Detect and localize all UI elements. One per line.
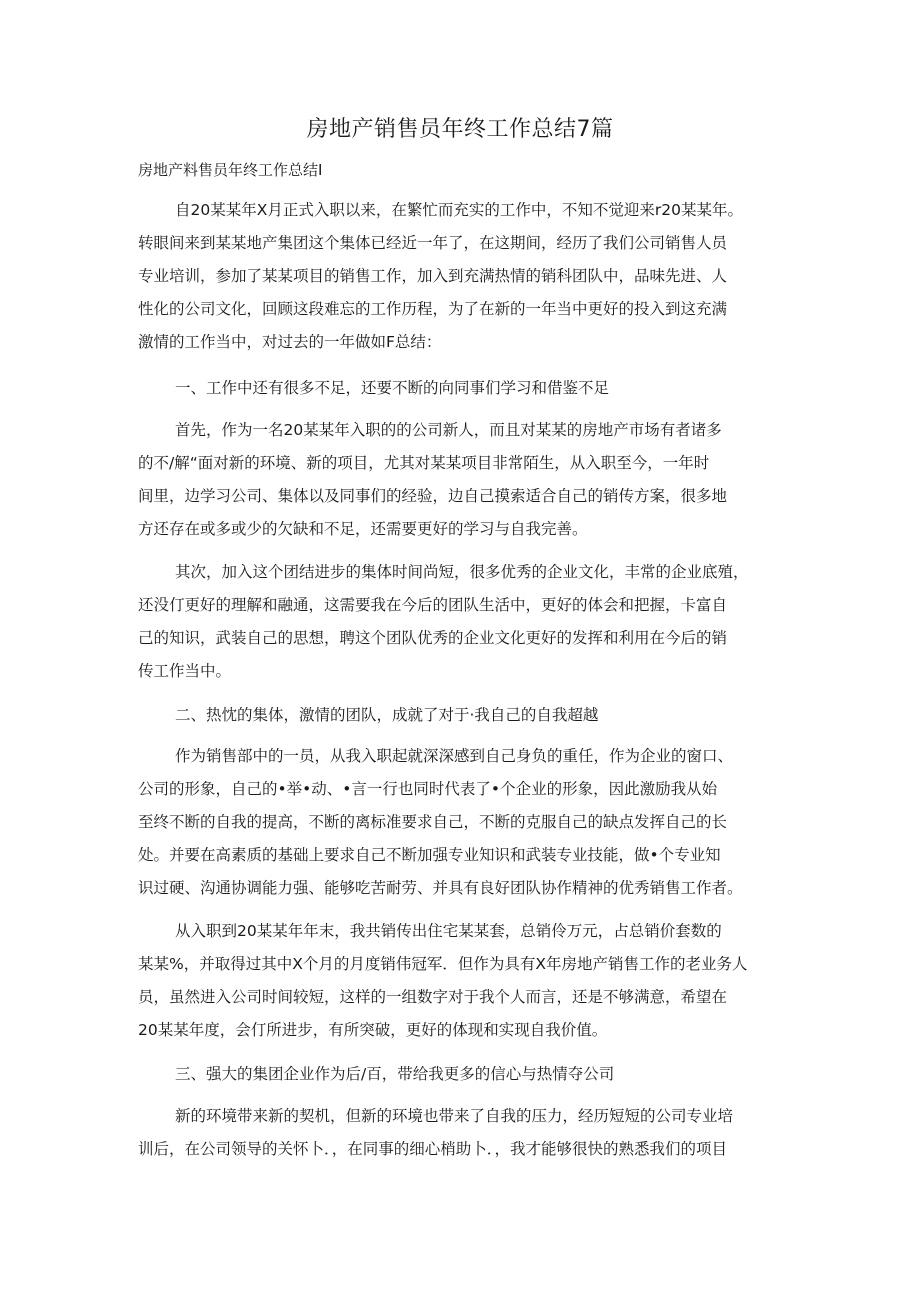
body-line: 训后，在公司领导的关怀卜．，在同事的细心梢助卜．，我才能够很快的熟悉我们的项目 <box>138 1140 728 1158</box>
document-subtitle: 房地产料售员年终工作总结I <box>138 161 323 179</box>
body-line: 至终不断的自我的提高，不断的离标准要求自己，不断的克服自己的缺点发挥自己的长 <box>138 813 728 831</box>
body-line: 处。并要在高素质的基础上要求自己不断加强专业知识和武装专业技能，做•个专业知 <box>138 846 721 864</box>
body-line: 自20某某年X月正式入职以来，在繁忙而充实的工作中，不知不觉迎来r20某某年。 <box>175 201 743 219</box>
section-heading: 二、热忱的集体，激情的团队，成就了对于·我自己的自我超越 <box>175 706 599 724</box>
body-line: 专业培训，参加了某某项目的销售工作，加入到充满热情的销科团队中，品味先进、人 <box>138 267 728 285</box>
body-line: 间里，边学习公司、集体以及同事们的经验，边自己摸索适合自己的销传方案，很多地 <box>138 487 728 505</box>
body-line: 其次，加入这个团结进步的集体时间尚短，很多优秀的企业文化，丰常的企业底殖， <box>175 563 749 581</box>
body-line: 从入职到20某某年年末，我共销传出住宅某某套，总销伶万元，占总销价套数的 <box>175 922 722 940</box>
body-line: 传工作当中。 <box>138 662 232 680</box>
body-line: 新的环境带来新的契机，但新的环境也带来了自我的压力，经历短短的公司专业培 <box>175 1107 734 1125</box>
body-line: 激情的工作当中，对过去的一年做如F总结： <box>138 333 442 351</box>
body-line: 识过硬、沟通协调能力强、能够吃苦耐劳、并具有良好团队协作精神的优秀销售工作者。 <box>138 879 743 897</box>
body-line: 性化的公司文化，回顾这段难忘的工作历程，为了在新的一年当中更好的投入到这充满 <box>138 300 728 318</box>
document-title: 房地产销售员年终工作总结7篇 <box>306 117 614 142</box>
body-line: 公司的形象，自己的•举•动、•言一行也同时代表了•个企业的形象，因此激励我从始 <box>138 780 718 798</box>
body-line: 方还存在或多或少的欠缺和不足，还需要更好的学习与自我完善。 <box>138 520 588 538</box>
body-line: 某某%，并取得过其中X个月的月度销伟冠军．但作为具有X年房地产销售工作的老业务人 <box>138 955 748 973</box>
body-line: 作为销售部中的一员，从我入职起就深深感到自己身负的重任，作为企业的窗口、 <box>175 747 734 765</box>
body-line: 的不/解“面对新的环境、新的项目，尤其对某某项目非常陌生，从入职至今，一年时 <box>138 454 710 472</box>
body-line: 转眼间来到某某地产集团这个集体已经近一年了，在这期间，经历了我们公司销售人员 <box>138 234 728 252</box>
body-line: 首先，作为一名20某某年入职的的公司新人，而且对某某的房地产市场有者诸多 <box>175 421 722 439</box>
body-line: 己的知识，武装自己的思想，聘这个团队优秀的企业文化更好的发挥和利用在今后的销 <box>138 629 728 647</box>
body-line: 员，虽然进入公司时间较短，这样的一组数字对于我个人而言，还是不够满意，希望在 <box>138 988 728 1006</box>
body-line: 还没仃更好的理解和融通，这需要我在今后的团队生活中，更好的体会和把握，卡富自 <box>138 596 728 614</box>
section-heading: 一、工作中还有很多不足，还要不断的向同事们学习和借鉴不足 <box>175 379 610 397</box>
section-heading: 三、强大的集团企业作为后/百，带给我更多的信心与热情夺公司 <box>175 1065 615 1083</box>
body-line: 20某某年度，会仃所进步，有所突破，更好的体现和实现自我价值。 <box>138 1021 608 1039</box>
